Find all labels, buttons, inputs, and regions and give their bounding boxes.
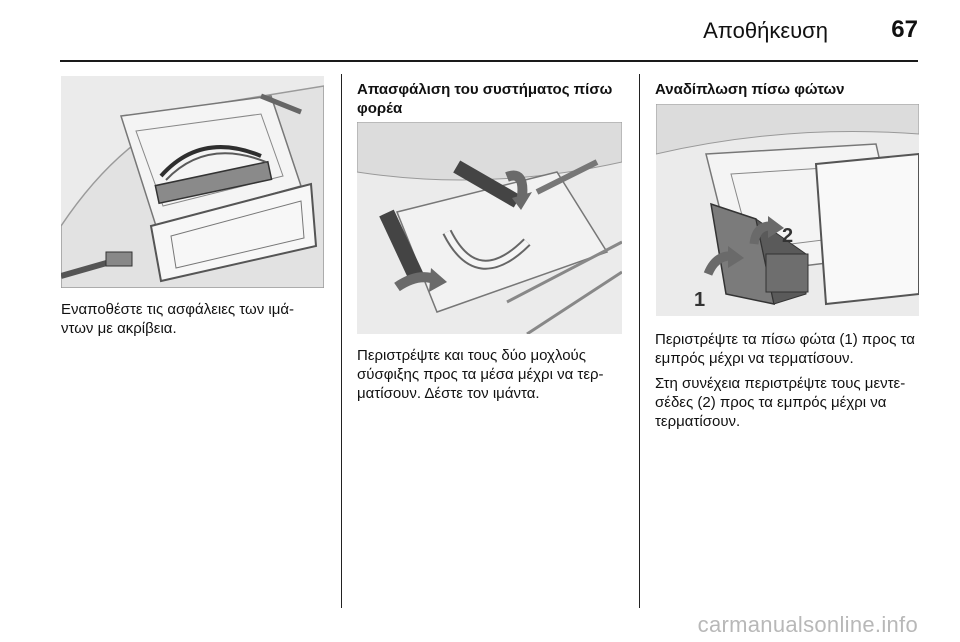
carrier-unlock-illustration — [357, 122, 622, 334]
column1-instruction — [61, 300, 329, 344]
column2-instruction — [357, 346, 629, 409]
rear-lights-illustration — [656, 104, 919, 316]
column-divider-2 — [639, 74, 640, 608]
watermark: carmanualsonline.info — [697, 612, 918, 637]
column1-text: Εναποθέστε τις ασφάλειες των ιμά- ντων με ακρίβεια. — [61, 301, 295, 337]
header-divider — [60, 60, 918, 62]
column3-instruction — [655, 330, 927, 437]
figure-belt-buckles — [61, 76, 324, 288]
page-title: Αποθήκευση — [703, 18, 828, 43]
column3-paragraph-2: Στη συνέχεια περιστρέψτε τους μεντε- σέδες (2) προς τα εμπρός μέχρι να τερματίσουν. — [655, 375, 906, 430]
column3-heading: Αναδίπλωση πίσω φώτων — [655, 81, 845, 98]
column2-heading: Απασφάλιση του συστήματος πίσω φορέα — [357, 81, 613, 117]
column2-text: Περιστρέψτε και τους δύο μοχλούς σύσφιξης προς τα μέσα μέχρι να τερ- ματίσουν. Δέστε τον ιμάντα. — [357, 347, 604, 402]
callout-2: 2 — [782, 225, 794, 247]
page-number: 67 — [891, 16, 918, 43]
column-divider-1 — [341, 74, 342, 608]
belt-buckles-illustration — [61, 76, 324, 288]
figure-rear-lights-fold — [656, 104, 919, 316]
column3-paragraph-1: Περιστρέψτε τα πίσω φώτα (1) προς τα εμπρός μέχρι να τερματίσουν. — [655, 331, 915, 367]
callout-1: 1 — [694, 289, 706, 311]
figure-carrier-unlock — [357, 122, 622, 334]
